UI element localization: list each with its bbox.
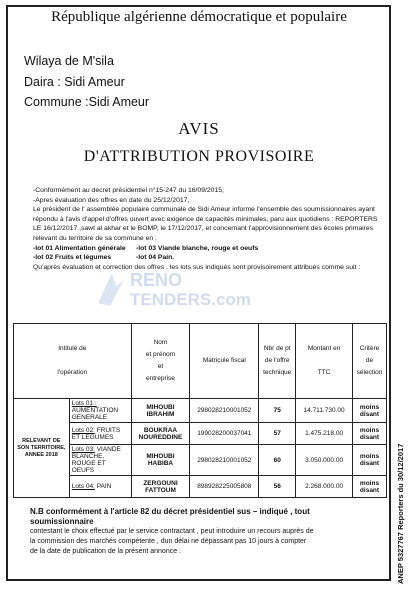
- matricule-cell: 298028210001052: [190, 445, 259, 476]
- name-cell: BOUKRAA NOUREDDINE: [131, 423, 190, 445]
- watermark-swoosh-icon: [98, 273, 124, 306]
- watermark-brand-1: RENO: [130, 270, 183, 290]
- republic-heading: République algérienne démocratique et populaire: [51, 9, 347, 25]
- header-nom: Nom et prénom et entreprise: [131, 324, 190, 399]
- lots-row-2: [33, 253, 378, 263]
- avis-title: AVIS: [178, 119, 220, 138]
- montant-cell: 3.050.000.00: [296, 445, 353, 476]
- decree-line: -Conformément au décret présidentiel n°15-247 du 16/09/2015;: [33, 187, 224, 194]
- lot-cell: Lots 03: VIANDE BLANCHE, ROUGE ET OEUFS: [69, 445, 131, 476]
- attribution-table: [13, 323, 387, 498]
- nb-line-3: la commission des marchés compétente , dun délai ne dépassant pas 10 jours à compter: [30, 538, 307, 545]
- name-cell: MIHOUBI IBRAHIM: [131, 399, 190, 423]
- table-row: [14, 445, 387, 476]
- header-matricule: Matricule fiscal: [190, 324, 259, 399]
- header-points: Nbr de pt de l'offre technique: [259, 324, 296, 399]
- nb-line-2: contestant le choix effectué par le service contractant , peut introduire un recours auprès de: [30, 528, 314, 535]
- notice-body: [33, 186, 378, 272]
- header-intitule: Intitulé de l'opération: [14, 324, 132, 399]
- nb-paragraph: [30, 507, 375, 557]
- lot-03-label: -lot 03 Viande blanche, rouge et oeufs: [136, 244, 259, 252]
- points-cell: 75: [259, 399, 296, 423]
- nb-line-4: de la date de publication de la présent annonce .: [30, 548, 182, 555]
- lot-cell: Lots 04: PAIN: [69, 476, 131, 498]
- president-paragraph: Le président de l' assemblée populaire communale de Sidi Ameur informe l'ensemble des soumissionnaires ayant répondu à l'avis d'appel d'offres ouvert avec exigence de capacités minimales, paru aux quotidiens : REPORTERS LE 16/12/2017 ,sawt al akhar et le BOMP, le 17/12/2017, et concernant l'approvisionnement des écoles primaires relevant du territoire de sa commune en :: [33, 206, 378, 242]
- daira-line: Daira : Sidi Ameur: [24, 75, 125, 89]
- lot-04-label: -lot 04 Pain.: [136, 254, 175, 262]
- critere-cell: moins disant: [353, 445, 387, 476]
- table-row: [14, 476, 387, 498]
- montant-cell: 2.268.000.00: [296, 476, 353, 498]
- montant-cell: 1.475.218.00: [296, 423, 353, 445]
- lot-cell: Lots 01 : AUMENTATION GENERALE: [69, 399, 131, 423]
- table-row: [14, 399, 387, 423]
- watermark-logo-icon: [90, 268, 340, 308]
- wilaya-line: Wilaya de M'sila: [24, 54, 114, 68]
- attribution-title: D'ATTRIBUTION PROVISOIRE: [83, 148, 315, 165]
- nb-line-1: N.B conformément à l'article 82 du décret présidentiel sus – indiqué , tout soumissionnaire: [30, 507, 310, 526]
- header-critere: Critère de sélection: [353, 324, 387, 399]
- points-cell: 57: [259, 423, 296, 445]
- points-cell: 56: [259, 476, 296, 498]
- lot-cell: Lots 02: FRUITS ET LEGUMES: [69, 423, 131, 445]
- evaluation-line: -Apres évaluation des offres en date du 25/12/2017,: [33, 196, 190, 204]
- matricule-cell: 898928225005808: [190, 476, 259, 498]
- relevant-cell: RELEVANT DE SON TERRITOIRE, ANNEE 2018: [14, 399, 70, 498]
- anep-side-note: ANEP 5327767 Reporters du 30/12/2017: [396, 443, 405, 584]
- lot-01-label: -lot 01 Alimentation générale: [33, 244, 126, 252]
- matricule-cell: 199028200037041: [190, 423, 259, 445]
- renotenders-watermark: [90, 268, 340, 308]
- montant-cell: 14.711.730.00: [296, 399, 353, 423]
- name-cell: MIHOUBI HABIBA: [131, 445, 190, 476]
- attribution-intro: Qu'après évaluation et correction des offres , les lots sus indiqués sont provisoirement attribués comme suit :: [33, 263, 361, 271]
- lots-row-1: [33, 244, 378, 254]
- watermark-brand-2: TENDERS.com: [130, 290, 251, 308]
- critere-cell: moins disant: [353, 423, 387, 445]
- points-cell: 60: [259, 445, 296, 476]
- header-montant: Montant en TTC: [296, 324, 353, 399]
- table-header-row: [14, 324, 387, 399]
- name-cell: ZERGOUNI FATTOUM: [131, 476, 190, 498]
- commune-line: Commune :Sidi Ameur: [24, 95, 150, 109]
- lot-02-label: -lot 02 Fruits et légumes: [33, 254, 112, 262]
- critere-cell: moins disant: [353, 476, 387, 498]
- matricule-cell: 298028210001052: [190, 399, 259, 423]
- table-row: [14, 423, 387, 445]
- critere-cell: moins disant: [353, 399, 387, 423]
